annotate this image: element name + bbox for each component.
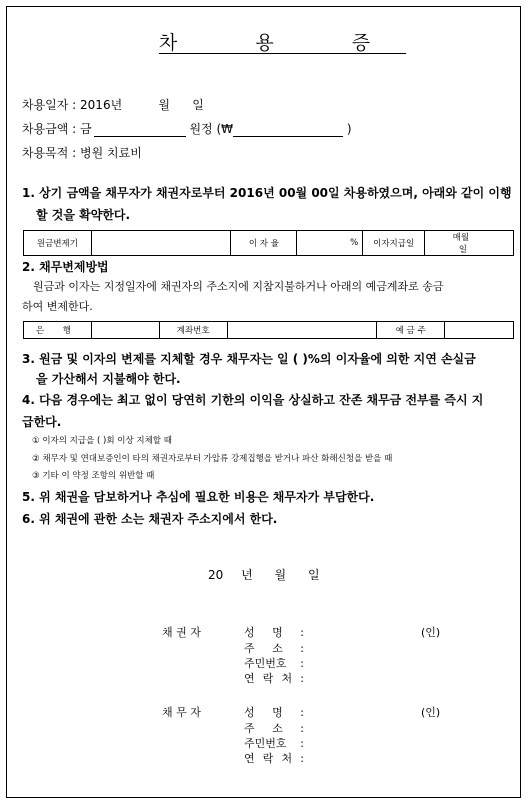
borrow-date-month: 월: [158, 98, 170, 112]
principal-due-value: [91, 231, 231, 256]
clause-6: 6. 위 채권에 관한 소는 채권자 주소지에서 한다.: [22, 512, 278, 526]
bank-account-table: [23, 321, 514, 339]
borrow-amount-label: 차용금액 : 금: [22, 122, 92, 136]
borrow-amount-won: 원정 (₩: [189, 122, 234, 136]
debtor-name-label: 성 명 :: [244, 706, 304, 719]
borrow-date-label: 차용일자 : 2016년: [22, 98, 123, 112]
signing-date-year: 20: [208, 568, 224, 582]
clause-1-line-2: 할 것을 확약한다.: [36, 208, 131, 222]
clause-3-line-1: 3. 원금 및 이자의 변제를 지체할 경우 채무자는 일 ( )%의 이자율에 의한 지연 손실금: [22, 352, 476, 366]
account-number-value: [227, 322, 377, 339]
creditor-address-label: 주 소 :: [244, 642, 304, 655]
borrow-amount-close: ): [346, 122, 352, 136]
interest-rate-label: 이 자 율: [231, 231, 297, 256]
signing-date: [208, 566, 320, 583]
signing-date-year-unit: 년: [241, 568, 253, 582]
borrow-amount: [22, 120, 352, 137]
principal-due-label: 원금변제기: [24, 231, 92, 256]
clause-3-line-2: 을 가산해서 지불해야 한다.: [36, 372, 181, 386]
account-holder-label: 예 금 주: [377, 322, 445, 339]
interest-payday-label: 이자지급일: [363, 231, 425, 256]
clause-4-item-1: ① 이자의 지급을 ( )회 이상 지체할 때: [32, 436, 172, 446]
clause-4-line-1: 4. 다음 경우에는 최고 없이 당연히 기한의 이익을 상실하고 잔존 채무금 전부를 즉시 지: [22, 393, 484, 407]
borrow-date: [22, 96, 204, 113]
creditor-contact-label: 연 락 처 :: [244, 672, 304, 685]
bank-value: [91, 322, 159, 339]
clause-2-line-1: 원금과 이자는 지정일자에 채권자의 주소지에 지참지불하거나 아래의 예금계좌로 송금: [33, 280, 444, 293]
interest-payday-value: [425, 231, 514, 256]
signing-date-day: 일: [307, 568, 320, 582]
debtor-id-label: 주민번호 :: [244, 737, 304, 750]
signing-date-month: 월: [274, 568, 287, 582]
interest-rate-value: %: [297, 231, 363, 256]
amount-blank: [94, 124, 186, 137]
clause-4-item-3: ③ 기타 이 약정 조항의 위반할 때: [32, 471, 155, 481]
interest-payday-day: 일: [458, 245, 468, 255]
clause-2-line-2: 하여 변제한다.: [22, 300, 93, 313]
bank-label: 은 행: [24, 322, 92, 339]
repayment-terms-table: [23, 230, 514, 256]
debtor-address-label: 주 소 :: [244, 722, 304, 735]
borrow-purpose: 차용목적 : 병원 치료비: [22, 146, 142, 160]
clause-4-line-2: 급한다.: [22, 415, 62, 429]
borrow-date-day: 일: [192, 98, 204, 112]
amount-number-blank: [233, 124, 343, 137]
debtor-role: 채 무 자: [162, 706, 201, 719]
debtor-seal: (인): [421, 706, 441, 719]
account-number-label: 계좌번호: [159, 322, 227, 339]
clause-5: 5. 위 채권을 담보하거나 추심에 필요한 비용은 채무자가 부담한다.: [22, 490, 375, 504]
document-title: 차 용 증: [158, 32, 407, 54]
interest-payday-monthly: 매월: [452, 233, 470, 243]
clause-4-item-2: ② 채무자 및 연대보증인이 타의 채권자로부터 가압류 강제집행을 받거나 파산 화해신청을 받을 때: [32, 454, 393, 464]
creditor-role: 채 권 자: [162, 626, 201, 639]
clause-2-heading: 2. 채무변제방법: [22, 260, 109, 274]
creditor-id-label: 주민번호 :: [244, 657, 304, 670]
debtor-contact-label: 연 락 처 :: [244, 752, 304, 765]
clause-1-line-1: 1. 상기 금액을 채무자가 채권자로부터 2016년 00월 00일 차용하였으며, 아래와 같이 이행: [22, 186, 512, 200]
account-holder-value: [445, 322, 514, 339]
creditor-name-label: 성 명 :: [244, 626, 304, 639]
creditor-seal: (인): [421, 626, 441, 639]
